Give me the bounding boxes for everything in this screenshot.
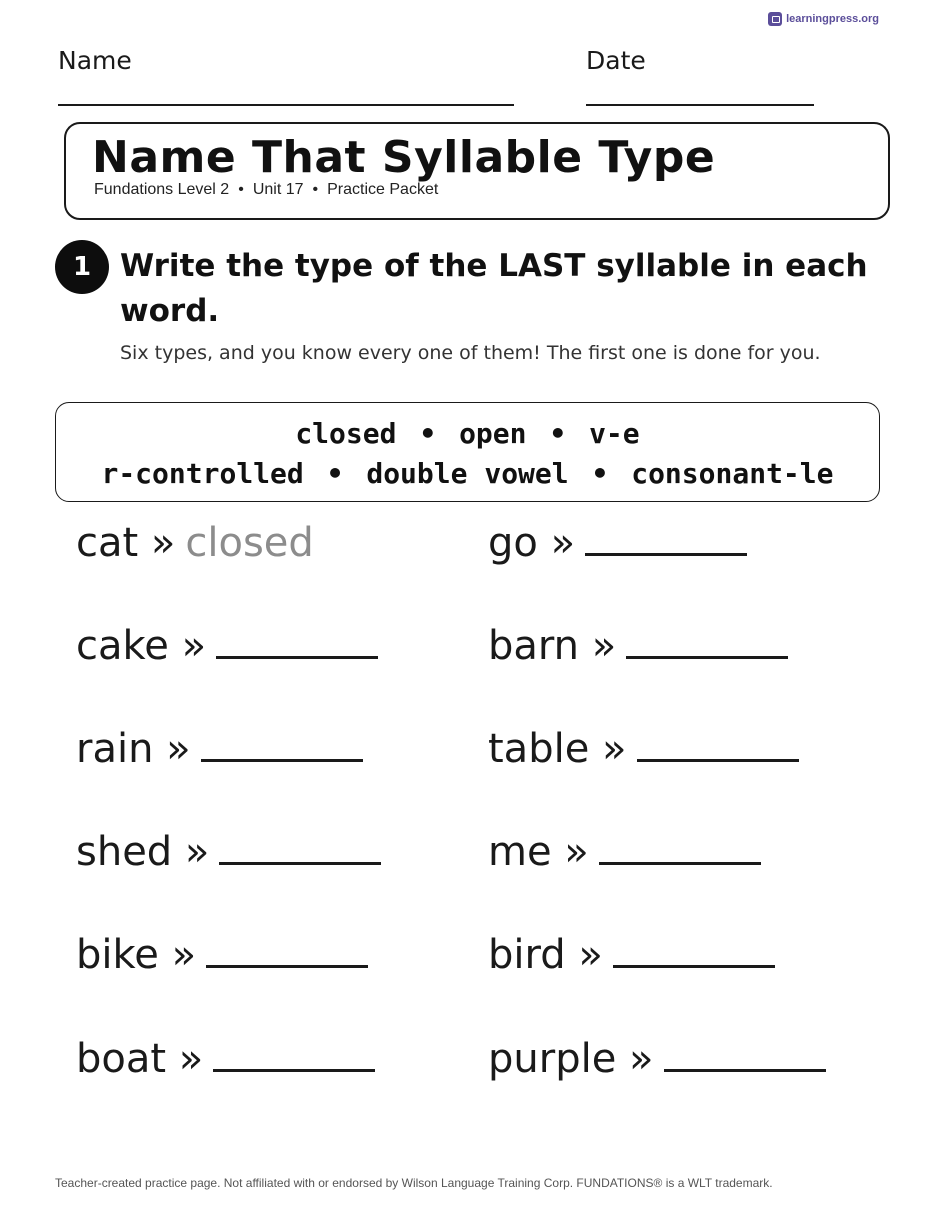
item-arrow: » xyxy=(166,726,191,772)
date-label: Date xyxy=(586,46,646,75)
item-word: bike xyxy=(76,932,159,978)
item-arrow: » xyxy=(181,623,207,669)
exercise-item xyxy=(76,932,368,978)
item-arrow: » xyxy=(564,829,589,875)
item-arrow: » xyxy=(629,1036,654,1082)
item-arrow: » xyxy=(150,520,176,566)
item-arrow: » xyxy=(550,520,576,566)
item-arrow: » xyxy=(178,1036,204,1082)
answer-blank[interactable] xyxy=(213,1040,375,1072)
answer-blank[interactable] xyxy=(585,524,747,556)
answer-blank[interactable] xyxy=(201,730,363,762)
answer-blank[interactable] xyxy=(664,1040,826,1072)
answer-blank[interactable] xyxy=(626,627,788,659)
item-word: bird xyxy=(488,932,566,978)
item-word: cat xyxy=(76,520,139,566)
word-bank-item: r-controlled xyxy=(101,457,304,490)
subtitle-unit: Unit 17 xyxy=(252,181,304,198)
exercise-item xyxy=(76,726,363,772)
exercise-item xyxy=(488,520,747,566)
answer-blank[interactable] xyxy=(219,833,381,865)
item-arrow: » xyxy=(578,932,603,978)
exercise-item xyxy=(76,829,381,875)
exercise-item xyxy=(76,520,314,566)
date-line[interactable] xyxy=(586,104,814,106)
exercise-item xyxy=(488,623,788,669)
word-bank-sep: • xyxy=(419,417,437,450)
item-word: go xyxy=(488,520,538,566)
subtitle-sep: • xyxy=(238,181,244,198)
name-label: Name xyxy=(58,46,132,75)
item-word: shed xyxy=(76,829,173,875)
item-word: boat xyxy=(76,1036,167,1082)
brand-link[interactable] xyxy=(768,12,879,26)
exercise-item xyxy=(488,726,799,772)
item-arrow: » xyxy=(591,623,617,669)
word-bank-sep: • xyxy=(591,457,609,490)
word-bank-item: open xyxy=(459,417,527,450)
answer-blank[interactable] xyxy=(206,936,368,968)
item-arrow: » xyxy=(171,932,197,978)
page-title: Name That Syllable Type xyxy=(92,132,716,183)
word-bank xyxy=(55,402,880,502)
exercise-item xyxy=(76,623,378,669)
word-bank-item: closed xyxy=(295,417,397,450)
word-bank-item: consonant-le xyxy=(631,457,834,490)
word-bank-item: v-e xyxy=(589,417,640,450)
item-word: rain xyxy=(76,726,154,772)
item-word: me xyxy=(488,829,552,875)
footer-disclaimer: Teacher-created practice page. Not affiliated with or endorsed by Wilson Language Training Corp. FUNDATIONS® is a WLT trademark. xyxy=(55,1176,773,1190)
answer-blank[interactable] xyxy=(599,833,761,865)
item-answer: closed xyxy=(185,520,314,566)
name-line[interactable] xyxy=(58,104,514,106)
word-bank-item: double vowel xyxy=(366,457,569,490)
answer-blank[interactable] xyxy=(613,936,775,968)
exercise-item xyxy=(76,1036,375,1082)
brand-label: learningpress.org xyxy=(786,13,879,25)
word-bank-row xyxy=(56,457,879,490)
subtitle-sep: • xyxy=(312,181,319,198)
answer-blank[interactable] xyxy=(637,730,799,762)
item-word: table xyxy=(488,726,590,772)
section-number-badge: 1 xyxy=(55,240,109,294)
logo-icon xyxy=(768,12,782,26)
item-word: barn xyxy=(488,623,579,669)
item-word: purple xyxy=(488,1036,617,1082)
item-word: cake xyxy=(76,623,169,669)
subtitle-packet: Practice Packet xyxy=(327,181,439,198)
exercise-item xyxy=(488,1036,826,1082)
word-bank-row xyxy=(56,417,879,450)
exercise-item xyxy=(488,932,775,978)
word-bank-sep: • xyxy=(549,417,567,450)
item-arrow: » xyxy=(184,829,210,875)
page-subtitle xyxy=(94,181,438,199)
subtitle-level: Fundations Level 2 xyxy=(94,181,230,198)
exercise-item xyxy=(488,829,761,875)
title-box xyxy=(64,122,890,220)
section-subtext: Six types, and you know every one of them! The first one is done for you. xyxy=(120,342,821,364)
item-arrow: » xyxy=(602,726,627,772)
section-instruction: Write the type of the LAST syllable in each word. xyxy=(120,248,868,329)
answer-blank[interactable] xyxy=(216,627,378,659)
word-bank-sep: • xyxy=(326,457,344,490)
